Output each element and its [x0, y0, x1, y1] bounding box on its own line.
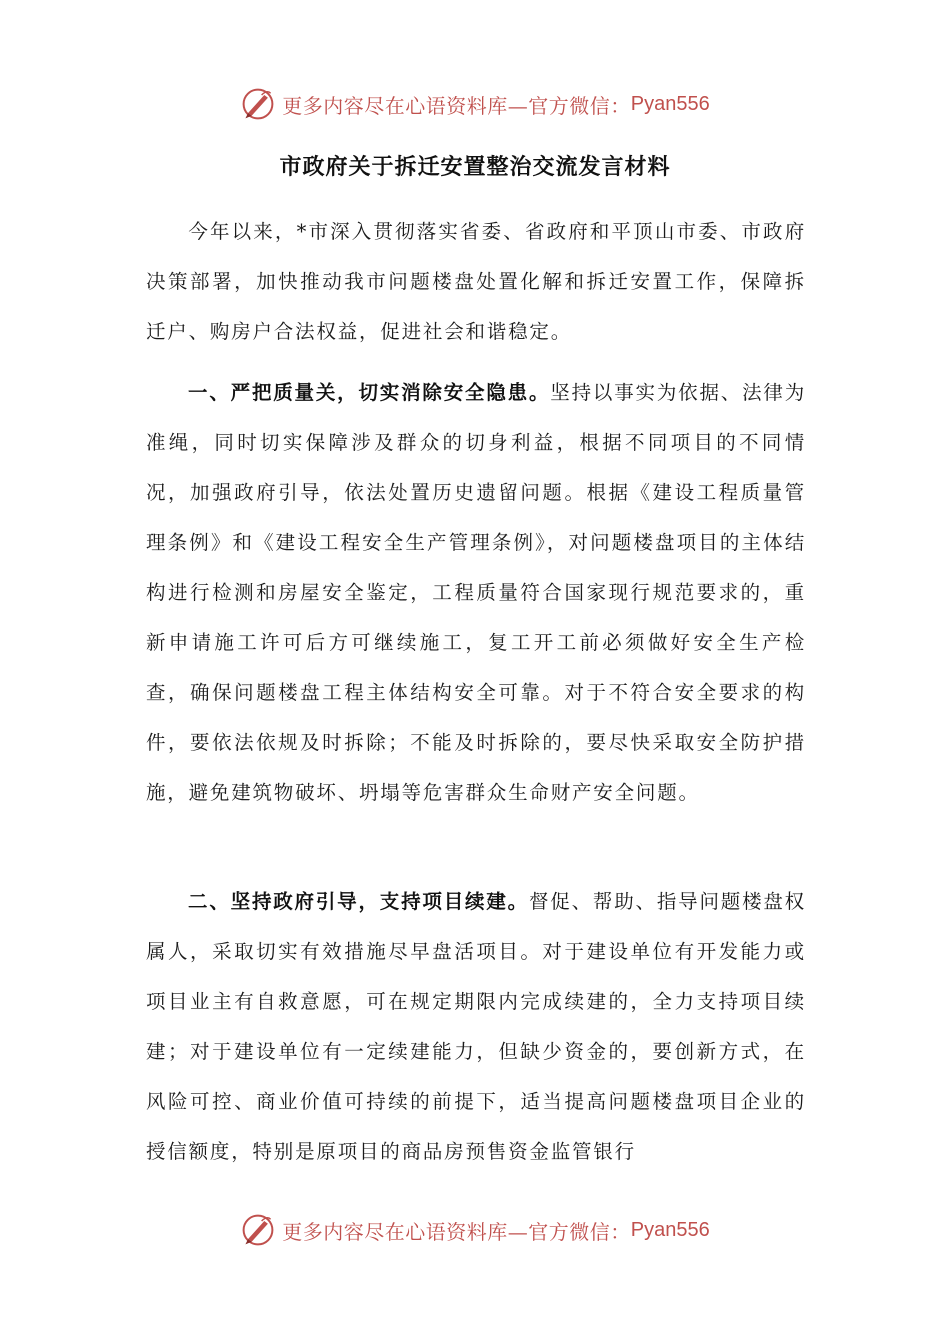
banner-wechat-id: Pyan556: [630, 92, 710, 115]
paragraph-section-1: [146, 368, 806, 818]
footer-banner: [0, 1208, 950, 1252]
banner-wechat-id: Pyan556: [630, 1218, 710, 1241]
document-title: 市政府关于拆迁安置整治交流发言材料: [279, 154, 671, 180]
banner-text: 更多内容尽在心语资料库—官方微信：: [282, 1219, 631, 1244]
paragraph-text: 督促、帮助、指导问题楼盘权属人，采取切实有效措施尽早盘活项目。对于建设单位有开发能力或项目业主有自救意愿，可在规定期限内完成续建的，全力支持项目续建；对于建设单位有一定续建能力，但缺少资金的，要创新方式，在风险可控、商业价值可持续的前提下，适当提高问题楼盘项目企业的授信额度，特别是原项目的商品房预售资金监管银行: [146, 890, 806, 1163]
pen-logo-icon: [240, 1212, 276, 1248]
paragraph-intro: [146, 207, 806, 357]
banner-text: 更多内容尽在心语资料库—官方微信：: [282, 93, 631, 118]
header-banner: [0, 82, 950, 126]
section-heading: 二、坚持政府引导，支持项目续建。: [188, 890, 529, 913]
section-heading: 一、严把质量关，切实消除安全隐患。: [188, 381, 551, 404]
paragraph-section-2: [146, 877, 806, 1177]
paragraph-text: 今年以来，*市深入贯彻落实省委、省政府和平顶山市委、市政府决策部署，加快推动我市问题楼盘处置化解和拆迁安置工作，保障拆迁户、购房户合法权益，促进社会和谐稳定。: [146, 220, 806, 343]
paragraph-text: 坚持以事实为依据、法律为准绳，同时切实保障涉及群众的切身利益，根据不同项目的不同情况，加强政府引导，依法处置历史遗留问题。根据《建设工程质量管理条例》和《建设工程安全生产管理条例》，对问题楼盘项目的主体结构进行检测和房屋安全鉴定，工程质量符合国家现行规范要求的，重新申请施工许可后方可继续施工，复工开工前必须做好安全生产检查，确保问题楼盘工程主体结构安全可靠。对于不符合安全要求的构件，要依法依规及时拆除；不能及时拆除的，要尽快采取安全防护措施，避免建筑物破坏、坍塌等危害群众生命财产安全问题。: [146, 381, 806, 804]
pen-logo-icon: [240, 86, 276, 122]
